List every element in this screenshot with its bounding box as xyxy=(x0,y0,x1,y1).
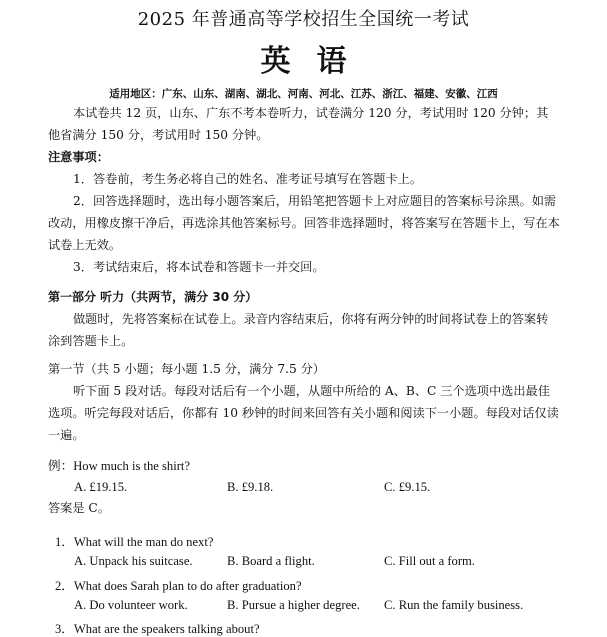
q1-option-b: B. Board a flight. xyxy=(227,554,315,568)
q2-option-c: C. Run the family business. xyxy=(384,598,524,612)
notice-item-3: 3．考试结束后，将本试卷和答题卡一并交回。 xyxy=(73,260,325,274)
example-option-a: A. £19.15. xyxy=(74,480,128,494)
question-2: 2．What does Sarah plan to do after graduation? xyxy=(55,579,302,593)
q2-option-a: A. Do volunteer work. xyxy=(74,598,188,612)
q1-option-c: C. Fill out a form. xyxy=(384,554,475,568)
example-option-c: C. £9.15. xyxy=(384,480,431,494)
subject-title: 英语 xyxy=(260,44,373,79)
notice-item-2: 2．回答选择题时，选出每小题答案后，用铅笔把答题卡上对应题目的答案标号涂黑。如需改动，用橡皮擦干净后，再选涂其他答案标号。回答非选择题时，将答案写在答题卡上，写在本试卷上无效。 xyxy=(48,194,560,252)
example-answer: 答案是 C。 xyxy=(48,501,110,515)
question-3: 3．What are the speakers talking about? xyxy=(55,622,260,636)
section1-instruction: 听下面 5 段对话。每段对话后有一个小题，从题中所给的 A、B、C 三个选项中选出最佳选项。听完每段对话后，你都有 10 秒钟的时间来回答有关小题和阅读下一小题。每段对话仅读一遍。 xyxy=(48,384,559,442)
q2-option-b: B. Pursue a higher degree. xyxy=(227,598,360,612)
part1-instruction: 做题时，先将答案标在试卷上。录音内容结束后，你将有两分钟的时间将试卷上的答案转涂到答题卡上。 xyxy=(48,312,549,348)
notice-heading: 注意事项： xyxy=(48,150,109,164)
exam-title: 2025 年普通高等学校招生全国统一考试 xyxy=(137,9,470,30)
part1-heading: 第一部分 听力（共两节，满分 30 分） xyxy=(48,290,258,304)
notice-item-1: 1．答卷前，考生务必将自己的姓名、准考证号填写在答题卡上。 xyxy=(73,172,423,186)
question-1: 1．What will the man do next? xyxy=(55,535,214,549)
intro-paragraph: 本试卷共 12 页，山东、广东不考本卷听力，试卷满分 120 分，考试用时 120 分钟；其他省满分 150 分，考试用时 150 分钟。 xyxy=(48,106,549,142)
q1-option-a: A. Unpack his suitcase. xyxy=(74,554,193,568)
applicable-regions: 适用地区：广东、山东、湖南、湖北、河南、河北、江苏、浙江、福建、安徽、江西 xyxy=(109,88,498,100)
example-option-b: B. £9.18. xyxy=(227,480,274,494)
section1-heading: 第一节（共 5 小题；每小题 1.5 分，满分 7.5 分） xyxy=(48,362,325,376)
example-question: 例：How much is the shirt? xyxy=(48,459,191,473)
